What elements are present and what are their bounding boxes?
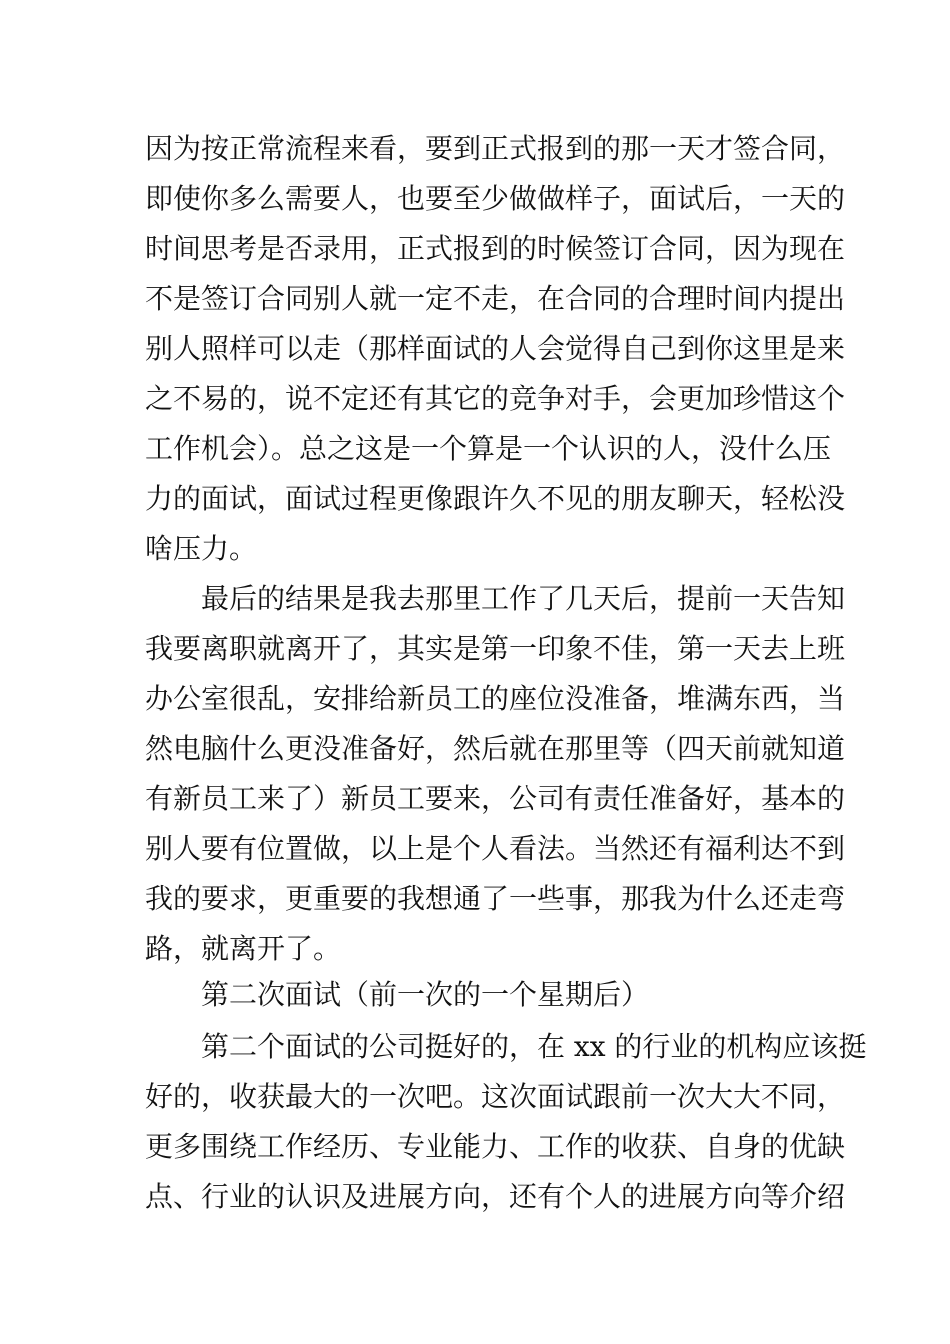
text-line: 不是签订合同别人就一定不走，在合同的合理时间内提出 — [145, 282, 846, 315]
section-heading: 第二次面试（前一次的一个星期后） — [201, 978, 650, 1011]
text-line: 办公室很乱，安排给新员工的座位没准备，堆满东西，当 — [145, 682, 846, 715]
text-line: 啥压力。 — [145, 532, 258, 565]
text-line: 我要离职就离开了，其实是第一印象不佳，第一天去上班 — [145, 632, 846, 665]
text-line: 更多围绕工作经历、专业能力、工作的收获、自身的优缺 — [145, 1130, 846, 1163]
paragraph-first-line: 第二个面试的公司挺好的，在 xx 的行业的机构应该挺 — [201, 1030, 867, 1063]
text-line: 然电脑什么更没准备好，然后就在那里等（四天前就知道 — [145, 732, 846, 765]
text-line: 力的面试，面试过程更像跟许久不见的朋友聊天，轻松没 — [145, 482, 846, 515]
text-line: 点、行业的认识及进展方向，还有个人的进展方向等介绍 — [145, 1180, 846, 1213]
text-line: 好的，收获最大的一次吧。这次面试跟前一次大大不同， — [145, 1080, 846, 1113]
text-line: 工作机会）。总之这是一个算是一个认识的人，没什么压 — [145, 432, 832, 465]
text-line: 因为按正常流程来看，要到正式报到的那一天才签合同， — [145, 132, 846, 165]
text-line: 之不易的，说不定还有其它的竞争对手，会更加珍惜这个 — [145, 382, 846, 415]
text-line: 路，就离开了。 — [145, 932, 342, 965]
text-line: 时间思考是否录用，正式报到的时候签订合同，因为现在 — [145, 232, 846, 265]
text-line: 有新员工来了）新员工要来，公司有责任准备好，基本的 — [145, 782, 846, 815]
text-line: 别人照样可以走（那样面试的人会觉得自己到你这里是来 — [145, 332, 846, 365]
paragraph-first-line: 最后的结果是我去那里工作了几天后，提前一天告知 — [201, 582, 846, 615]
text-line: 别人要有位置做，以上是个人看法。当然还有福利达不到 — [145, 832, 846, 865]
text-line: 我的要求，更重要的我想通了一些事，那我为什么还走弯 — [145, 882, 846, 915]
text-line: 即使你多么需要人，也要至少做做样子，面试后，一天的 — [145, 182, 846, 215]
